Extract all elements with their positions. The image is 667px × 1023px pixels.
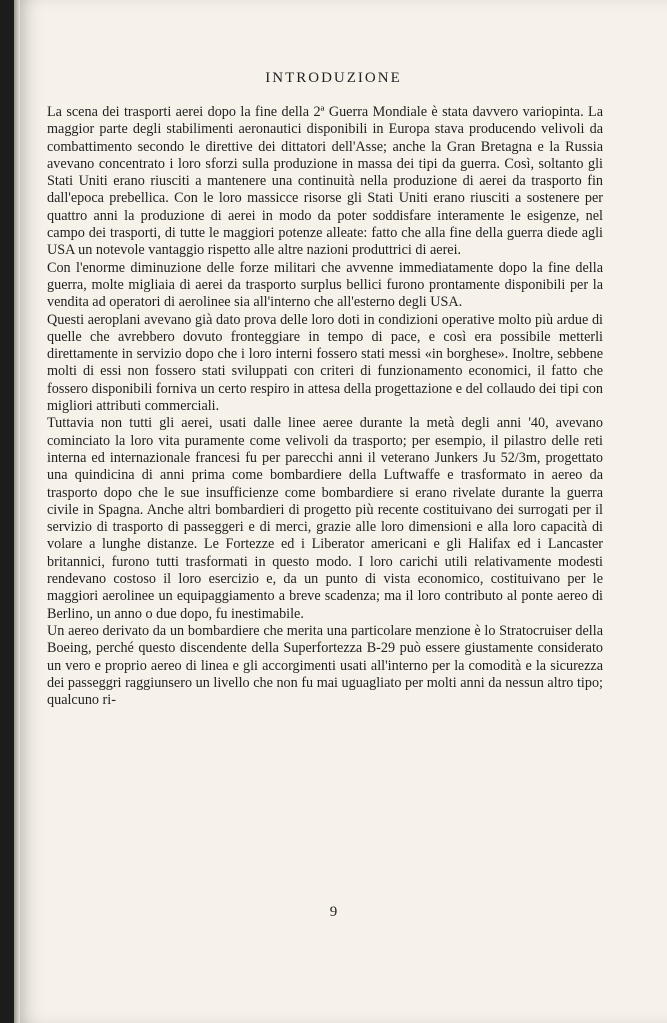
paragraph-4: Tuttavia non tutti gli aerei, usati dalle linee aeree durante la metà degli anni '40, avevano cominciato la loro vita puramente come velivoli da trasporto; per esempio, il pilastro delle reti interna ed internazionale francesi fu per parecchi anni il veterano Junkers Ju 52/3m, progettato una quindicina di anni prima come bombardiere della Luftwaffe e trasformato in aereo da trasporto dopo che le sue insufficienze come bombardiere si erano rivelate durante la guerra civile in Spagna. Anche altri bombardieri di progetto più recente costituivano dei surrogati per il servizio di trasporto di passeggeri e di merci, grazie alle loro dimensioni e alla loro capacità di volare a lunghe distanze. Le Fortezze ed i Liberator americani e gli Halifax ed i Lancaster britannici, furono tutti trasformati in questo modo. I loro carichi utili relativamente modesti rendevano costoso il loro esercizio e, da un punto di vista economico, costituivano per le maggiori aerolinee un equipaggiamento a breve scadenza; ma il loro contributo al ponte aereo di Berlino, un anno o due dopo, fu inestimabile. xyxy=(47,415,603,622)
page-number: 9 xyxy=(329,904,338,920)
page-gutter-shadow xyxy=(14,0,20,1023)
paragraph-1: La scena dei trasporti aerei dopo la fine della 2ª Guerra Mondiale è stata davvero variopinta. La maggior parte degli stabilimenti aeronautici disponibili in Europa stava producendo velivoli da combattimento secondo le direttive dei dittatori dell'Asse; anche la Gran Bretagna e la Russia avevano concentrato i loro sforzi sulla produzione in massa dei tipi da guerra. Così, soltanto gli Stati Uniti erano riusciti a mantenere una continuità nella produzione di aerei da trasporto fin dall'epoca prebellica. Con le loro massicce risorse gli Stati Uniti erano riusciti a sostenere per quattro anni la produzione di aerei in modo da poter soddisfare interamente le esigenze, nel campo dei trasporti, di tutte le maggiori potenze alleate: fatto che alla fine della guerra diede agli USA un notevole vantaggio rispetto alle altre nazioni produttrici di aerei. xyxy=(47,104,603,259)
paragraph-5: Un aereo derivato da un bombardiere che merita una particolare menzione è lo Stratocruiser della Boeing, perché questo discendente della Superfortezza B-29 può essere giustamente considerato un vero e proprio aereo di linea e gli accorgimenti usati all'interno per la comodità e la sicurezza dei passeggri raggiunsero un livello che non fu mai uguagliato per molti anni da nessun altro tipo; qualcuno ri- xyxy=(47,622,603,709)
paragraph-2: Con l'enorme diminuzione delle forze militari che avvenne immediatamente dopo la fine della guerra, molte migliaia di aerei da trasporto surplus bellici furono prontamente disponibili per la vendita ad operatori di aerolinee sia all'interno che all'esterno degli USA. xyxy=(47,259,603,311)
body-text xyxy=(47,104,603,709)
paragraph-3: Questi aeroplani avevano già dato prova delle loro doti in condizioni operative molto più ardue di quelle che avrebbero dovuto fronteggiare in tempo di pace, e così era possibile metterli direttamente in servizio dopo che i loro interni fossero stati messi «in borghese». Inoltre, sebbene molti di essi non fossero stati sviluppati con criteri di funzionamento economici, il fatto che fossero disponibili forniva un certo respiro in attesa della progettazione e del collaudo dei tipi con migliori attributi commerciali. xyxy=(47,311,603,415)
chapter-heading: INTRODUZIONE xyxy=(265,70,402,86)
